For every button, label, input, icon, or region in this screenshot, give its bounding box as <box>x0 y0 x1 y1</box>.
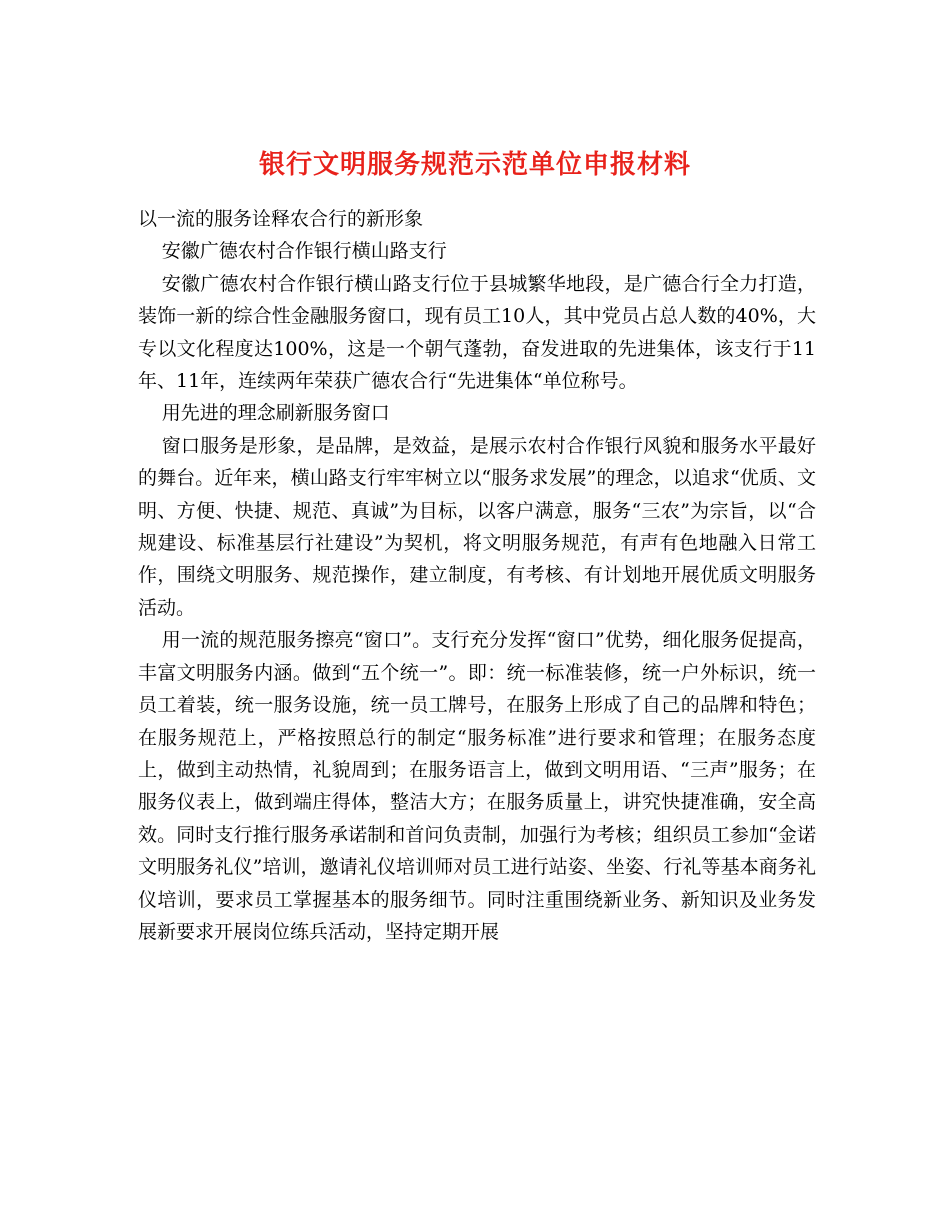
document-organization: 安徽广德农村合作银行横山路支行 <box>161 240 447 263</box>
document-subtitle: 以一流的服务诠释农合行的新形象 <box>138 208 424 230</box>
document-title: 银行文明服务规范示范单位申报材料 <box>258 150 691 181</box>
document-body <box>138 203 816 948</box>
paragraph-intro: 安徽广德农村合作银行横山路支行位于县城繁华地段，是广德合行全力打造，装饰一新的综合性金融服务窗口，现有员工10人，其中党员占总人数的40%，大专以文化程度达100%，这是一个朝气蓬勃，奋发进取的先进集体，该支行于11年、11年，连续两年荣获广德农合行“先进集体“单位称号。 <box>138 272 816 393</box>
paragraph-window-service: 窗口服务是形象，是品牌，是效益，是展示农村合作银行风貌和服务水平最好的舞台。近年来，横山路支行牢牢树立以“服务求发展”的理念，以追求“优质、文明、方便、快捷、规范、真诚”为目标，以客户满意，服务“三农”为宗旨，以“合规建设、标准基层行社建设”为契机，将文明服务规范，有声有色地融入日常工作，围绕文明服务、规范操作，建立制度，有考核、有计划地开展优质文明服务活动。 <box>138 434 816 619</box>
section-heading-concept: 用先进的理念刷新服务窗口 <box>161 402 390 425</box>
paragraph-standard-service: 用一流的规范服务擦亮“窗口”。支行充分发挥“窗口”优势，细化服务促提高，丰富文明服务内涵。做到“五个统一”。即：统一标准装修，统一户外标识，统一员工着装，统一服务设施，统一员工牌号，在服务上形成了自己的品牌和特色；在服务规范上，严格按照总行的制定“服务标准”进行要求和管理；在服务态度上，做到主动热情，礼貌周到；在服务语言上，做到文明用语、“三声”服务；在服务仪表上，做到端庄得体，整洁大方；在服务质量上，讲究快捷准确，安全高效。同时支行推行服务承诺制和首问负责制，加强行为考核；组织员工参加“金诺文明服务礼仪”培训，邀请礼仪培训师对员工进行站姿、坐姿、行礼等基本商务礼仪培训，要求员工掌握基本的服务细节。同时注重围绕新业务、新知识及业务发展新要求开展岗位练兵活动，坚持定期开展 <box>138 629 816 943</box>
